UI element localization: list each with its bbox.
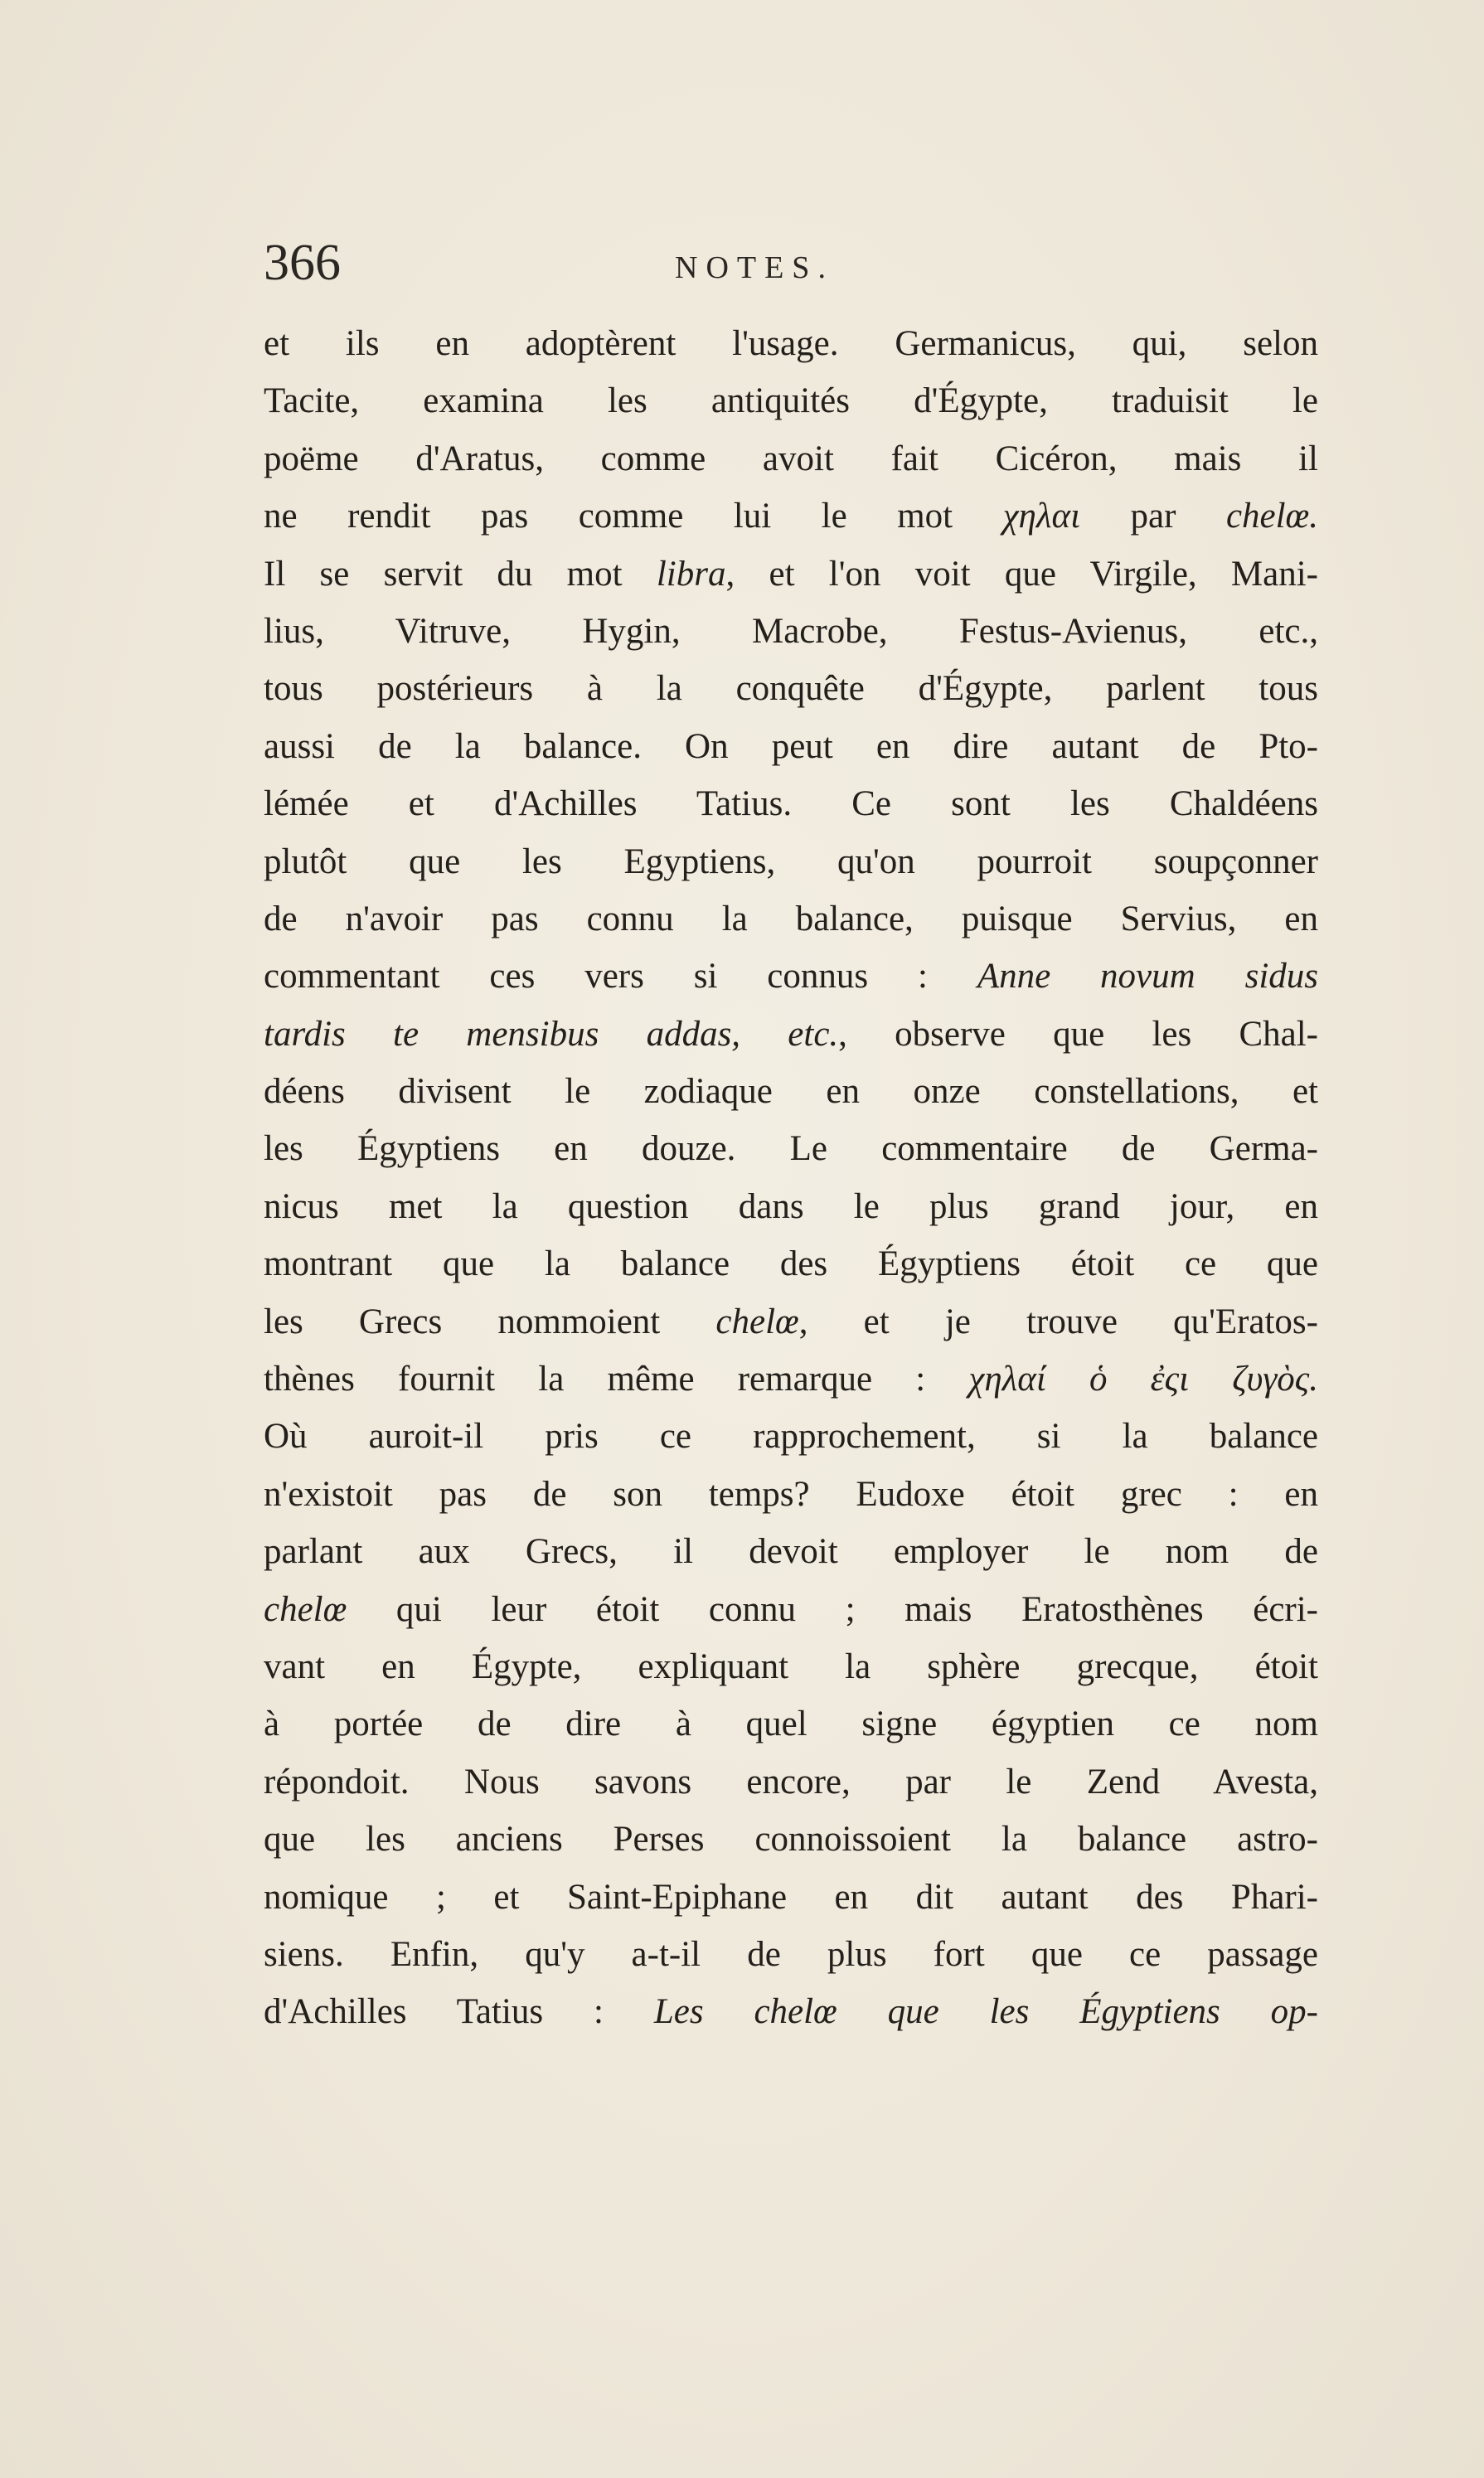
text-line (264, 1869, 1318, 1926)
text-line (264, 1351, 1318, 1408)
text-line (264, 1581, 1318, 1638)
text-line (264, 775, 1318, 832)
text-line (264, 1293, 1318, 1351)
text-run: , et l'on voit que Virgile, Mani- (725, 554, 1318, 594)
text-line (264, 1983, 1318, 2040)
text-run: , et je trouve qu'Eratos- (798, 1302, 1318, 1341)
text-run: d'Achilles Tatius : (264, 1992, 654, 2032)
greek-text-run: χηλαί ὁ ἐςι ζυγὸς. (968, 1360, 1318, 1399)
italic-text-run: Les chelœ que les Égyptiens op- (653, 1992, 1318, 2032)
text-run: commentant ces vers si connus : (264, 957, 977, 997)
text-run: lémée et d'Achilles Tatius. Ce sont les Chaldéens (264, 784, 1318, 824)
page-header (264, 234, 1318, 292)
text-line (264, 718, 1318, 775)
text-run: qui leur étoit connu ; mais Eratosthènes écri- (347, 1589, 1318, 1629)
text-run: Il se servit du mot (264, 554, 657, 594)
text-line (264, 487, 1318, 545)
text-run: nomique ; et Saint-Epiphane en dit autant des Phari- (264, 1877, 1318, 1917)
text-run: déens divisent le zodiaque en onze constellations, et (264, 1072, 1318, 1112)
text-line (264, 1063, 1318, 1120)
text-run: nicus met la question dans le plus grand jour, en (264, 1186, 1318, 1226)
italic-text-run: chelœ (715, 1302, 799, 1341)
text-line (264, 1235, 1318, 1292)
running-head: NOTES. (675, 250, 834, 285)
text-line (264, 603, 1318, 660)
text-run: thènes fournit la même remarque : (264, 1360, 969, 1399)
text-line (264, 1753, 1318, 1811)
text-run: par (1080, 497, 1226, 536)
text-run: les Égyptiens en douze. Le commentaire de Germa- (264, 1129, 1318, 1169)
text-line (264, 1006, 1318, 1063)
text-line (264, 1408, 1318, 1465)
text-run: de n'avoir pas connu la balance, puisque Servius, en (264, 899, 1318, 938)
text-line (264, 1120, 1318, 1177)
text-run: à portée de dire à quel signe égyptien ce nom (264, 1705, 1318, 1744)
text-line (264, 948, 1318, 1005)
text-line (264, 546, 1318, 603)
text-run: montrant que la balance des Égyptiens étoit ce que (264, 1244, 1318, 1284)
text-line (264, 1811, 1318, 1868)
text-run: Tacite, examina les antiquités d'Égypte, traduisit le (264, 381, 1318, 421)
text-run: siens. Enfin, qu'y a-t-il de plus fort que ce passage (264, 1934, 1318, 1974)
text-line (264, 660, 1318, 717)
text-line (264, 833, 1318, 890)
text-run: les Grecs nommoient (264, 1302, 716, 1341)
text-run: n'existoit pas de son temps? Eudoxe étoit grec : en (264, 1474, 1318, 1514)
text-run: parlant aux Grecs, il devoit employer le nom de (264, 1532, 1318, 1572)
text-line (264, 1638, 1318, 1695)
italic-text-run: Anne novum sidus (977, 957, 1318, 997)
italic-text-run: chelœ (264, 1589, 347, 1629)
text-line (264, 1926, 1318, 1983)
text-run: Où auroit-il pris ce rapprochement, si la balance (264, 1417, 1318, 1457)
text-line (264, 372, 1318, 429)
text-line (264, 890, 1318, 948)
page-number: 366 (264, 235, 341, 291)
italic-text-run: chelœ. (1225, 497, 1318, 536)
text-run: et ils en adoptèrent l'usage. Germanicus, qui, selon (264, 324, 1318, 363)
text-run: aussi de la balance. On peut en dire autant de Pto- (264, 726, 1318, 766)
text-run: poëme d'Aratus, comme avoit fait Cicéron, mais il (264, 439, 1318, 478)
text-run: plutôt que les Egyptiens, qu'on pourroit soupçonner (264, 841, 1318, 881)
text-run: lius, Vitruve, Hygin, Macrobe, Festus-Avienus, etc., (264, 611, 1318, 651)
text-run: , observe que les Chal- (838, 1014, 1318, 1054)
text-run: ne rendit pas comme lui le mot (264, 497, 1003, 536)
text-run: répondoit. Nous savons encore, par le Zend Avesta, (264, 1762, 1318, 1802)
text-line (264, 315, 1318, 372)
text-line (264, 1178, 1318, 1235)
body-text (264, 315, 1318, 2041)
italic-text-run: libra (656, 554, 726, 594)
text-run: que les anciens Perses connoissoient la balance astro- (264, 1820, 1318, 1860)
greek-text-run: χηλαι (1002, 497, 1081, 536)
text-line (264, 1523, 1318, 1580)
text-line (264, 1695, 1318, 1753)
text-line (264, 1466, 1318, 1523)
text-line (264, 430, 1318, 487)
text-run: tous postérieurs à la conquête d'Égypte, parlent tous (264, 669, 1318, 709)
text-run: vant en Égypte, expliquant la sphère grecque, étoit (264, 1646, 1318, 1686)
italic-text-run: tardis te mensibus addas, etc. (264, 1014, 839, 1054)
